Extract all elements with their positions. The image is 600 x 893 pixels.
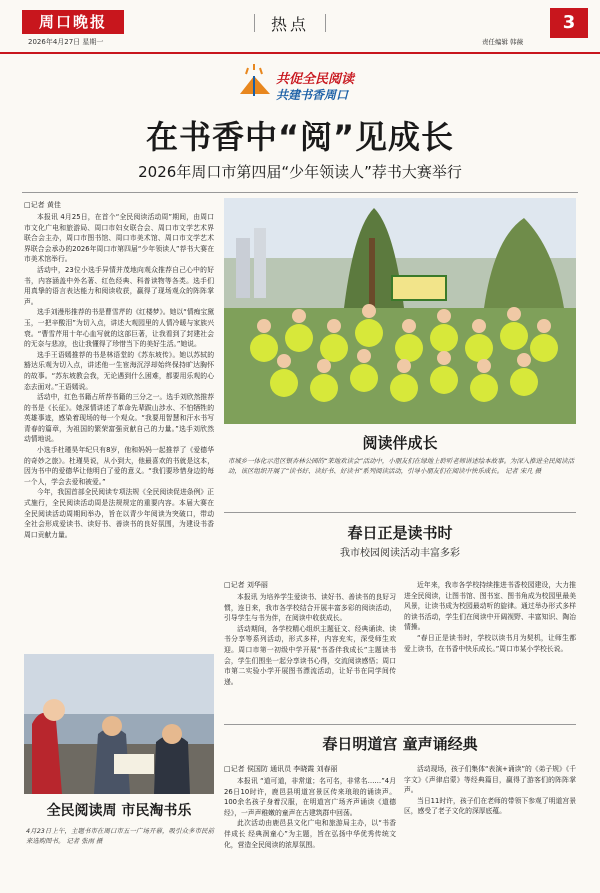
main-byline: □记者 黄佳: [24, 201, 61, 209]
paragraph: 活动中，红色书籍占所荐书籍的三分之一。选手刘欣然推荐的书是《长征》。她深情讲述了革命先辈跋山涉水、不怕牺牲的英雄事迹，感染着现场的每一个观众。“我要用智慧和汗水书写青春的篇章，为祖国的繁荣富强贡献自己的力量。”选手刘欣然动情地说。: [24, 393, 214, 444]
issue-date: 2026年4月27日 星期一: [28, 38, 104, 46]
banner-line2: 共建书香周口: [276, 88, 349, 102]
page-number: 3: [550, 8, 588, 38]
paragraph: 选手王语嫣推荐的书是林语堂的《苏东坡传》。她以苏轼的豁达乐观为切入点，讲述他一生宦海沉浮却始终保持旷达胸怀的故事。“苏东坡教会我，无论遇到什么困难，都要用乐观的心态去面对。”王语嫣说。: [24, 350, 214, 391]
paragraph: 本报讯 为培养学生爱读书、读好书、善读书的良好习惯，连日来，我市各学校结合开展丰富多彩的阅读活动，引导学生与书为伴，在阅读中收获成长。: [224, 593, 396, 623]
headline: 在书香中“阅”见成长: [145, 118, 455, 156]
article2-col2: [404, 580, 576, 718]
paragraph: 本报讯 “道可道，非常道；名可名，非常名……”4月26日10时许，鹿邑县明道宫景区传来琅琅的诵读声。100余名孩子身着汉服，在明道宫广场齐声诵读《道德经》，一声声稚嫩的童声在古建筑群中回荡。: [224, 777, 396, 817]
paragraph: 选手刘漫彤推荐的书是曹雪芹的《红楼梦》。她以“情痴宝黛玉，一把辛酸泪”为切入点，讲述大观园里的人情冷暖与家族兴衰。“曹雪芹用十年心血写就的这部巨著，让我看到了封建社会的无奈与悲凉，也让我懂得了珍惜当下的美好生活。”她说。: [24, 308, 214, 349]
divider: [22, 192, 578, 193]
paragraph: 活动中，23位小选手异情并茂地向观众推荐自己心中的好书，内容涵盖中外名著、红色经典、科普读物等各类。选手们用真挚的语言表达能力和阅读收获，赢得了现场观众的阵阵掌声。: [24, 265, 214, 306]
paragraph: 活动期间，各学校精心组织主题征文、经典诵读、读书分享等系列活动，形式多样，内容充实，深受师生欢迎。周口市第一初级中学开展“书香伴我成长”主题读书会，学生们围坐一起分享读书心得，交流阅读感悟；周口市第二实验小学开展图书漂流活动，让好书在同学间传递。: [224, 624, 396, 686]
article2-col1: [224, 592, 396, 718]
paragraph: 今年，我国首部全民阅读专项法规《全民阅读促进条例》正式施行，全民阅读活动周是法规规定的重要内容。本届大赛在全民阅读活动周期间举办，旨在以青少年阅读为突破口，带动全社会形成爱读书、读好书、善读书的良好氛围，为建设书香周口贡献力量。: [24, 488, 214, 539]
article3-col1: [224, 776, 396, 886]
book-fair-photo: [24, 654, 214, 794]
newspaper-logo: 周口晚报: [22, 10, 124, 34]
paragraph: 活动现场，孩子们集体“表演+诵读”的《弟子规》《千字文》《声律启蒙》等经典篇目，赢得了游客们的阵阵掌声。: [404, 765, 576, 795]
caption-text: 市城乡一体化示范区银杏林公园的“茉地欢读会”活动中，小朋友们在绿地上聆听老师讲述绘本故事。为深入推进全民阅读活动，该区组织开展了“读书好、读好书、好读书”系列阅读活动，引导小朋友们在阅读中快乐成长。: [228, 457, 574, 475]
main-photo: [224, 198, 576, 424]
paragraph: 当日11时许，孩子们在老师的带领下参观了明道宫景区，感受了老子文化的深厚底蕴。: [404, 796, 576, 816]
article3-byline: □记者 侯国防 通讯员 李晓霞 刘春丽: [224, 765, 338, 773]
paragraph: “春日正是读书时，学校以读书月为契机，让师生都爱上读书，在书香中快乐成长。”周口市某小学校长说。: [404, 633, 576, 653]
banner-line1: 共促全民阅读: [276, 72, 355, 87]
main-photo-caption: [228, 456, 574, 476]
paragraph: 此次活动由鹿邑县文化广电和旅游局主办，以“书香伴成长 经典润童心”为主题，旨在弘扬中华优秀传统文化，营造全民阅读的浓厚氛围。: [224, 819, 396, 849]
divider: [224, 512, 576, 513]
main-article-body: [24, 212, 214, 642]
section-title: 热点: [250, 12, 330, 35]
article4-title: 全民阅读周 市民淘书乐: [46, 803, 192, 819]
divider: [224, 724, 576, 725]
article2-byline: □记者 刘华丽: [224, 581, 268, 589]
book-fair-scene: [24, 654, 214, 794]
caption-text: 4月23日上午，主题书市在周口市五一广场开幕，吸引众多市民前来选购图书。: [26, 827, 214, 845]
photo-credit: 记者 张雨 摄: [66, 837, 103, 845]
article3-title: 春日明道宫 童声诵经典: [322, 735, 478, 753]
editor-credit: 责任编辑 韩薇: [482, 38, 524, 46]
article3-col2: [404, 764, 576, 886]
photo-sign-title: 阅读伴成长: [362, 434, 438, 452]
paragraph: 本报讯 4月25日，在首个“全民阅读活动周”期间，由周口市文化广电和旅游局、周口市妇女联合会、周口市文学艺术界联合会主办，周口市图书馆、周口市美术馆、周口市文学艺术界联合会承办的2026年周口市第四届“少年领读人”荐书大赛在市美术馆举行。: [24, 213, 214, 264]
book-fair-caption: [26, 826, 214, 846]
paragraph: 小选手杜瑾昊年纪只有8岁，他和妈妈一起推荐了《爱德华的奇妙之旅》。杜瑾昊说，从小到大，他最喜欢的书就是这本，因为书中的爱德华让他明白了爱的意义。“我们要珍惜身边的每一个人，学会去爱和被爱。”: [24, 446, 214, 486]
sub-headline: 2026年周口市第四届“少年领读人”荐书大赛举行: [138, 163, 462, 181]
photo-credit: 记者 宋凡 摄: [505, 467, 542, 475]
article2-title: 春日正是读书时: [347, 524, 453, 542]
paragraph: 近年来，我市各学校持续推进书香校园建设，大力推进全民阅读，让图书馆、图书室、图书角成为校园里最美风景，让读书成为校园最动听的旋律。通过举办形式多样的读书活动，学生们在阅读中开阔视野、丰富知识、陶冶情操。: [404, 581, 576, 632]
children-reading-photo: [224, 198, 576, 424]
article2-subtitle: 我市校园阅读活动丰富多彩: [340, 548, 460, 559]
